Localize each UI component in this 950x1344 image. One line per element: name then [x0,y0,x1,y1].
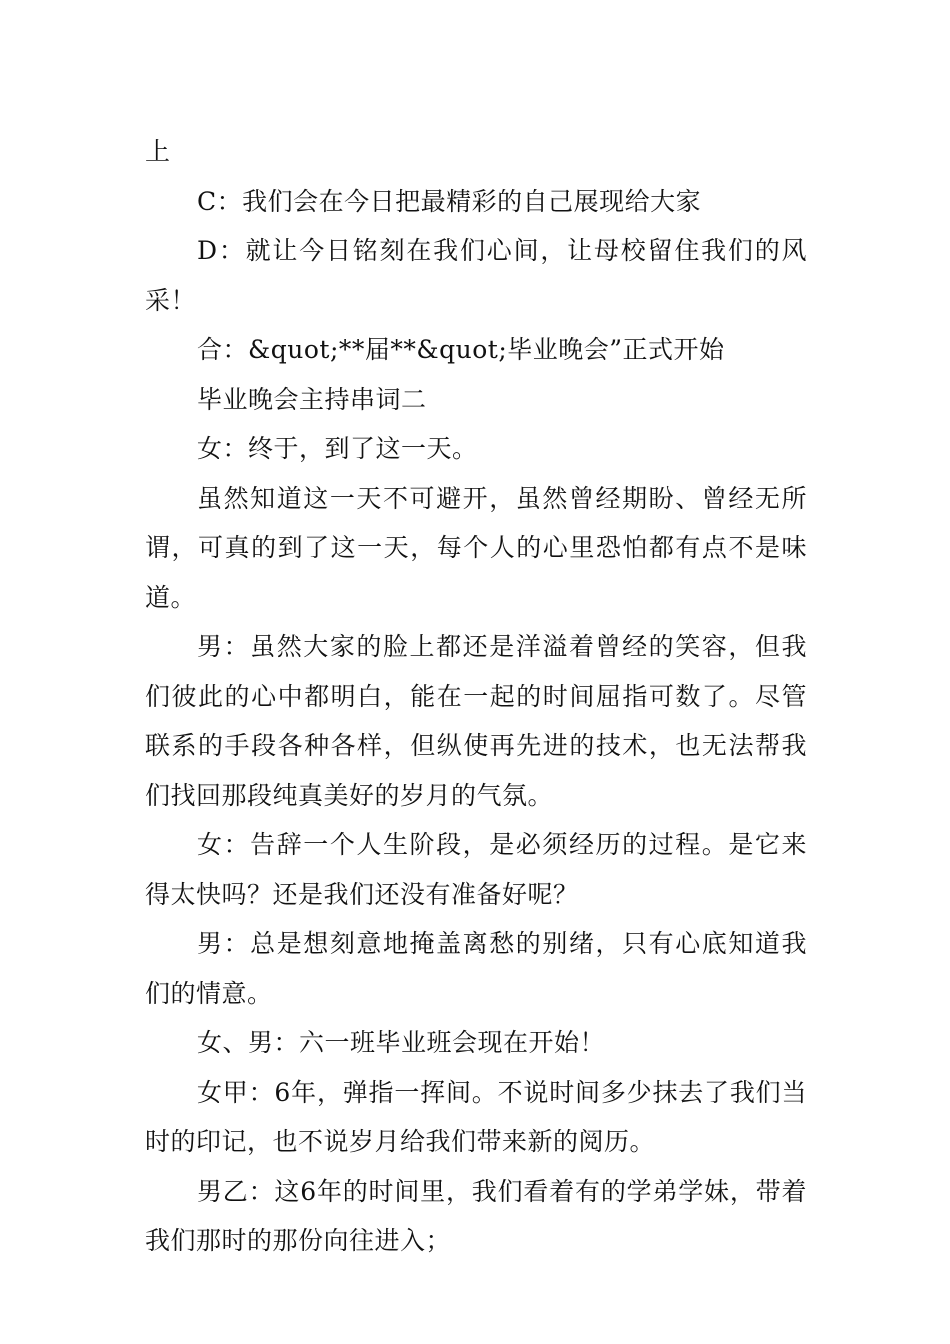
paragraph: 男：虽然大家的脸上都还是洋溢着曾经的笑容，但我们彼此的心中都明白，能在一起的时间屈指可数了。尽管联系的手段各种各样，但纵使再先进的技术，也无法帮我们找回那段纯真美好的岁月的气氛。 [145,632,807,810]
section-heading: 毕业晚会主持串词二 [197,384,427,414]
paragraph: 女：终于，到了这一天。 [197,434,478,463]
paragraph: D：就让今日铭刻在我们心间，让母校留住我们的风采！ [145,236,807,315]
paragraph: 女甲：6年，弹指一挥间。不说时间多少抹去了我们当时的印记，也不说岁月给我们带来新的阅历。 [145,1077,807,1156]
document-body [145,127,807,1266]
paragraph: 合：&quot;**届**&quot;毕业晚会”正式开始 [197,335,725,364]
paragraph: 虽然知道这一天不可避开，虽然曾经期盼、曾经无所谓，可真的到了这一天，每个人的心里恐怕都有点不是味道。 [145,483,807,612]
paragraph: 男乙：这6年的时间里，我们看着有的学弟学妹，带着我们那时的那份向往进入； [145,1176,807,1255]
paragraph: 男：总是想刻意地掩盖离愁的别绪，只有心底知道我们的情意。 [145,929,807,1008]
paragraph: 女：告辞一个人生阶段，是必须经历的过程。是它来得太快吗？还是我们还没有准备好呢？ [145,830,807,909]
paragraph: C：我们会在今日把最精彩的自己展现给大家 [197,186,702,216]
paragraph: 上 [145,137,171,166]
paragraph: 女、男：六一班毕业班会现在开始！ [197,1028,606,1057]
